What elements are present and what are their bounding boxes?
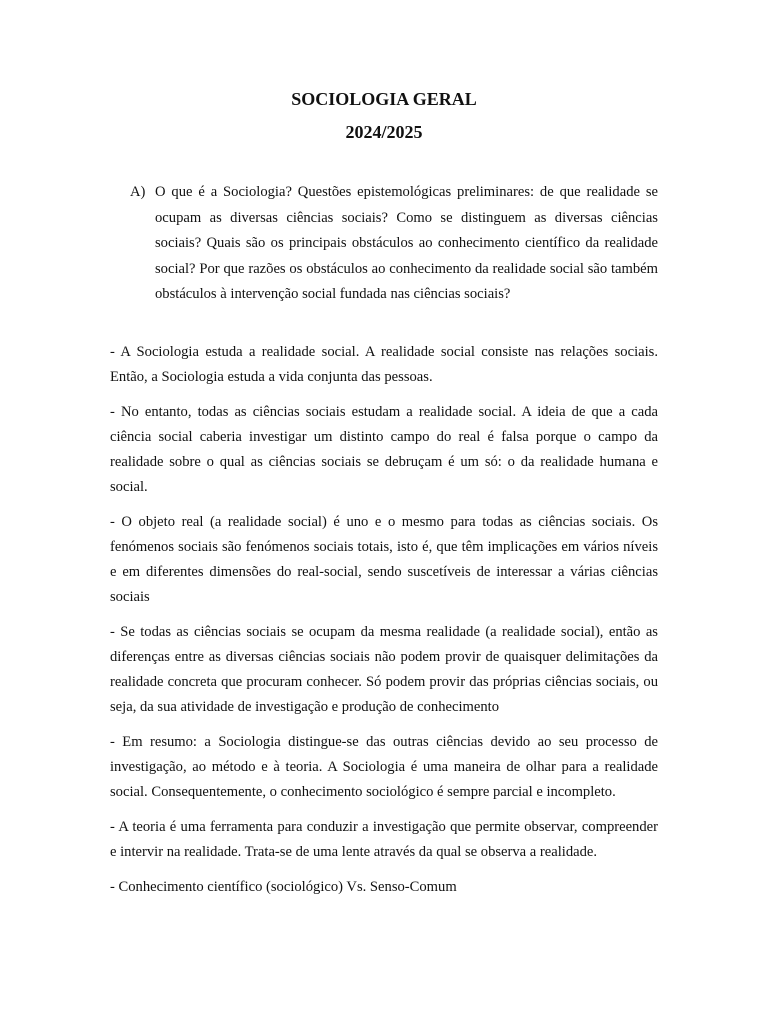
note-paragraph: - O objeto real (a realidade social) é uno e o mesmo para todas as ciências sociais. Os fenómenos sociais são fenómenos sociais totais, isto é, que têm implicações em vários níveis e em diferentes dimensões do real-social, sendo suscetíveis de interessar a várias ciências sociais xyxy=(110,514,658,605)
note-paragraph: - No entanto, todas as ciências sociais estudam a realidade social. A ideia de que a cada ciência social caberia investigar um distinto campo do real é falsa porque o campo da realidade sobre o qual as ciências sociais se debruçam é um só: o da realidade humana e social. xyxy=(110,404,658,495)
question-text: O que é a Sociologia? Questões epistemológicas preliminares: de que realidade se ocupam as diversas ciências sociais? Como se distinguem as diversas ciências sociais? Quais são os principais obstáculos ao conhecimento científico da realidade social? Por que razões os obstáculos ao conhecimento da realidade social são também obstáculos à intervenção social fundada nas ciências sociais? xyxy=(155,184,658,302)
question-block xyxy=(130,180,658,308)
note-paragraph: - Em resumo: a Sociologia distingue-se das outras ciências devido ao seu processo de investigação, ao método e à teoria. A Sociologia é uma maneira de olhar para a realidade social. Consequentemente, o conhecimento sociológico é sempre parcial e incompleto. xyxy=(110,734,658,800)
note-paragraph: - A teoria é uma ferramenta para conduzir a investigação que permite observar, compreender e intervir na realidade. Trata-se de uma lente através da qual se observa a realidade. xyxy=(110,819,658,860)
note-paragraph: - Se todas as ciências sociais se ocupam da mesma realidade (a realidade social), então as diferenças entre as diversas ciências sociais não podem provir de quaisquer delimitações da realidade concreta que procuram conhecer. Só podem provir das próprias ciências sociais, ou seja, da sua atividade de investigação e produção de conhecimento xyxy=(110,624,658,715)
note-paragraph: - Conhecimento científico (sociológico) Vs. Senso-Comum xyxy=(110,879,457,895)
document-title: SOCIOLOGIA GERAL xyxy=(291,89,477,109)
note-paragraph: - A Sociologia estuda a realidade social. A realidade social consiste nas relações sociais. Então, a Sociologia estuda a vida conjunta das pessoas. xyxy=(110,344,658,385)
notes-section xyxy=(110,340,658,910)
question-marker: A) xyxy=(130,184,146,200)
document-year: 2024/2025 xyxy=(345,122,423,142)
